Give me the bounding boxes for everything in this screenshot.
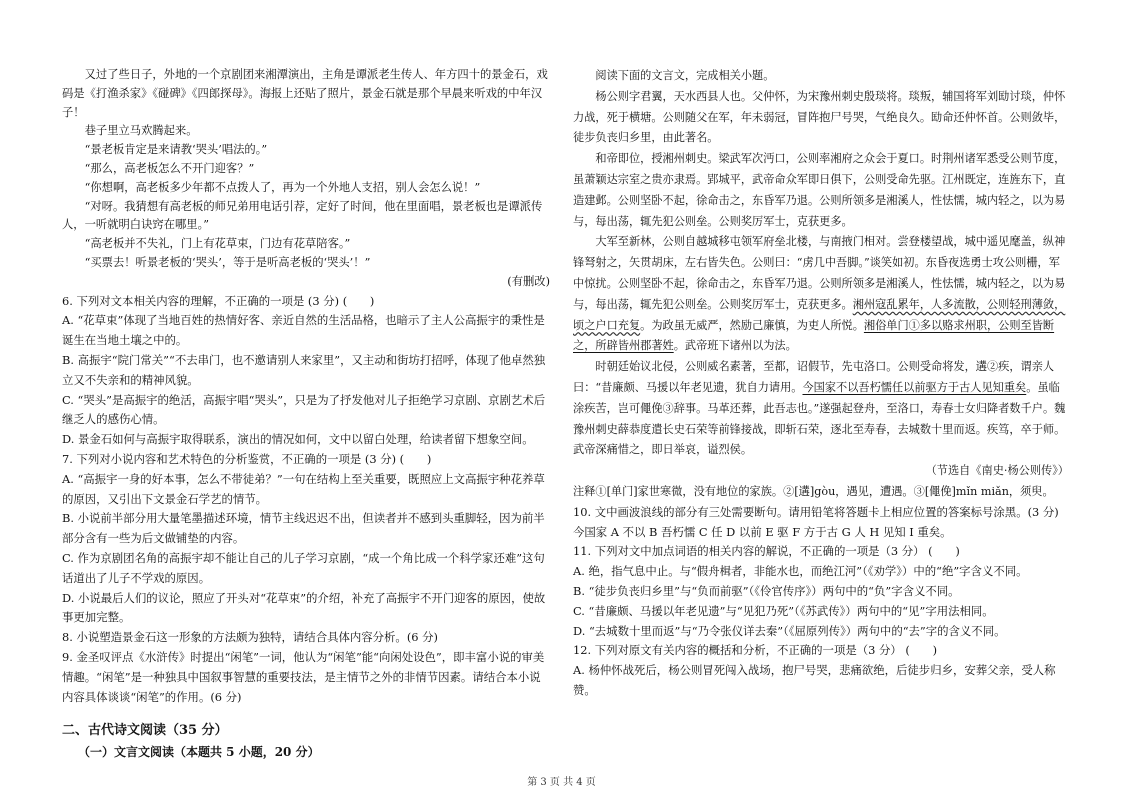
- question-line: B. “徒步负丧归乡里”与“负而前驱”（《伶官传序》）两句中的“负”字含义不同。: [573, 583, 960, 598]
- left-column: [62, 66, 550, 763]
- section-title: 二、古代诗文阅读（35 分）: [62, 723, 228, 739]
- question-line: B. 高振宇“院门常关”“不去串门，也不邀请别人来家里”，又主动和街坊打招呼，体现了他卓然独立又不失亲和的精神风貌。: [62, 352, 546, 387]
- page-number: 第 3 页 共 4 页: [527, 777, 596, 788]
- question-line: C. 作为京剧团名角的高振宇却不能让自己的儿子学习京剧，“成一个角比成一个科学家还难”这句话道出了儿子不学戏的原因。: [62, 550, 545, 585]
- question-line: A. 绝，指气息中止。与“假舟楫者，非能水也，而绝江河”（《劝学》）中的“绝”字含义不同。: [573, 564, 1028, 579]
- story-paragraph: “高老板并不失礼，门上有花草束，门边有花草陪客。”: [84, 237, 351, 251]
- question-line: 11. 下列对文中加点词语的相关内容的解说，不正确的一项是（3 分） ( ): [573, 544, 960, 559]
- question-line: 今国家 A 不以 B 吾朽懦 C 任 D 以前 E 驱 F 方于古 G 人 H 见知 I 重矣。: [573, 524, 952, 539]
- question-line: 8. 小说塑造景金石这一形象的方法颇为独特，请结合具体内容分析。(6 分): [62, 630, 438, 645]
- passage-paragraph: [573, 357, 1069, 461]
- story-credit: (有删改): [507, 274, 550, 288]
- question-line: B. 小说前半部分用大量笔墨描述环境，情节主线迟迟不出，但读者并不感到头重脚轻，因为前半部分含有一些为后文做铺垫的内容。: [62, 511, 545, 546]
- question-line: 12. 下列对原文有关内容的概括和分析，不正确的一项是（3 分） ( ): [573, 643, 938, 658]
- section-subtitle: （一）文言文阅读（本题共 5 小题，20 分）: [78, 745, 320, 760]
- underlined-text: 今国家不以吾朽懦任以前驱方于古人见知重矣: [802, 380, 1027, 394]
- passage-text: 大军至新林，公则自越城移屯领军府垒北楼，与南掖门相对。尝登楼望战，城中遥见麾盖，纵神锋弩射之，矢贯胡床，左右皆失色。公则曰：“虏几中吾脚。”谈笑如初。东昏夜选勇士攻公则栅，军中惊扰。公则坚卧不起，徐命击之，东昏军乃退。公则所领多是湘溪人，性怯懦，城内轻之，以为易与，每出荡，辄先犯公则垒。公则奖厉军士，克获更多。: [573, 235, 1066, 311]
- question-line: 10. 文中画波浪线的部分有三处需要断句。请用铅笔将答题卡上相应位置的答案标号涂黑。(3 分): [573, 504, 1059, 519]
- story-paragraph: 又过了些日子，外地的一个京剧团来湘潭演出，主角是谭派老生传人、年方四十的景金石，戏码是《打渔杀家》《碰碑》《四郎探母》。海报上还贴了照片，景金石就是那个早晨来听戏的中年汉子！: [62, 68, 548, 119]
- question-line: D. “去城数十里而返”与“乃令张仪详去秦”（《屈原列传》）两句中的“去”字的含义不同。: [573, 623, 1006, 638]
- story-paragraph: “对呀。我猜想有高老板的师兄弟用电话引荐，定好了时间，他在里面唱，景老板也是谭派传人，一听就明白诀窍在哪里。”: [62, 199, 543, 232]
- question-line: C. “昔廉颇、马援以年老见遗”与“见犯乃死”（《苏武传》）两句中的“见”字用法相同。: [573, 603, 994, 618]
- question-line: C. “哭头”是高振宇的绝活，高振宇唱“哭头”，只是为了抒发他对儿子拒绝学习京剧、京剧艺术后继乏人的感伤心情。: [62, 392, 546, 427]
- passage-paragraph: 杨公则字君翼，天水西县人也。父仲怀，为宋豫州刺史殷琰将。琰叛，辅国将军刘劻讨琰，仲怀力战，死于横塘。公则随父在军，年未弱冠，冒阵抱尸号哭，气绝良久。劻命还仲怀首。公则敛毕，徒步负丧归乡里，由此著名。: [573, 89, 1066, 145]
- story-excerpt: [62, 66, 550, 292]
- story-paragraph: “景老板肯定是来请教‘哭头’唱法的。”: [84, 143, 268, 157]
- passage-text: 。为政虽无威严，然励己廉慎，为吏人所悦。: [640, 318, 864, 332]
- passage-intro: 阅读下面的文言文，完成相关小题。: [595, 69, 775, 82]
- passage-notes: 注释①[单门]家世寒微，没有地位的家族。②[遘]gòu，遇见，遭遇。③[僶俛]mǐn miǎn，须臾。: [573, 484, 1054, 498]
- story-paragraph: 巷子里立马欢腾起来。: [84, 124, 198, 138]
- passage-text: 。武帝班下诸州以为法。: [673, 339, 797, 353]
- passage-text: 时朝廷始议北侵，公则威名素著，至都，诏假节，先屯洛口。公则受命将发，遘②疾，谓亲人曰：“昔廉颇、马援以年老见遗，犹自力请用。: [573, 360, 1055, 394]
- question-line: 7. 下列对小说内容和艺术特色的分析鉴赏，不正确的一项是 (3 分) ( ): [62, 451, 432, 466]
- question-line: A. “高振宇一身的好本事，怎么不带徒弟？”一句在结构上至关重要，既照应上文高振宇种花养草的原因，又引出下文景金石学艺的情节。: [62, 471, 545, 506]
- question-line: 6. 下列对文本相关内容的理解，不正确的一项是 (3 分) ( ): [62, 293, 375, 308]
- passage-paragraph: 和帝即位，授湘州刺史。梁武军次沔口，公则率湘府之众会于夏口。时荆州诸军悉受公则节度，虽萧颖达宗室之贵亦隶焉。郢城平，武帝命众军即日俱下，公则受命先驱。江州既定，连旌东下，直造建邺。公则坚卧不起，徐命击之，东昏军乃退。公则所领多是湘溪人，性怯懦，城内轻之，以为易与，每出荡，辄先犯公则垒。公则奖厉军士，克获更多。: [573, 152, 1066, 228]
- question-line: D. 小说最后人们的议论，照应了开头对“花草束”的介绍，补充了高振宇不开门迎客的原因，使故事更加完整。: [62, 590, 546, 625]
- wavy-underlined-text: 湘州寇乱累年，人多流散，公则轻刑薄敛，顷之户口充复: [573, 297, 1066, 332]
- story-paragraph: “那么，高老板怎么不开门迎客？”: [84, 161, 255, 175]
- story-paragraph: “买票去！听景老板的‘哭头’，等于是听高老板的‘哭头’！”: [84, 255, 371, 269]
- question-line: 9. 金圣叹评点《水浒传》时提出“闲笔”一词，他认为“闲笔”能“向闲处设色”，即丰富小说的审美情趣。“闲笔”是一种独具中国叙事智慧的重要技法，是主情节之外的非情节因素。请结合本小说内容具体谈谈“闲笔”的作用。(6 分): [62, 649, 545, 704]
- question-line: D. 景金石如何与高振宇取得联系，演出的情况如何，文中以留白处理，给读者留下想象空间。: [62, 432, 534, 447]
- passage-source: （节选自《南史·杨公则传》）: [925, 464, 1069, 478]
- passage-text: 。虽临涂疾苦，岂可僶俛③辞事。马革还葬，此吾志也。”遂强起登舟，至洛口，寿春士女归降者数千户。魏豫州刺史薛恭度遣长史石荣等前锋接战，即斩石荣，逐北至寿春，去城数十里而返。疾笃，卒于师。武帝深痛惜之，即日举哀，谥烈侯。: [573, 380, 1066, 457]
- classical-passage: [573, 66, 1069, 503]
- passage-paragraph: [573, 232, 1069, 357]
- question-line: A. “花草束”体现了当地百姓的热情好客、亲近自然的生活品格，也暗示了主人公高振宇的秉性是诞生在当地土壤之中的。: [62, 313, 545, 348]
- question-line: A. 杨仲怀战死后，杨公则冒死闯入战场，抱尸号哭，悲痛欲绝，后徒步归乡，安葬父亲，受人称赞。: [573, 663, 1056, 697]
- underlined-text: 湘俗单门①多以赂求州职，公则至皆断之，所辟皆州郡著姓: [573, 318, 1055, 353]
- story-paragraph: “你想啊，高老板多少年都不点拨人了，再为一个外地人支招，别人会怎么说！”: [84, 180, 481, 194]
- questions-10-12: [573, 503, 1069, 701]
- questions-6-9: [62, 292, 550, 708]
- right-column: [573, 66, 1069, 701]
